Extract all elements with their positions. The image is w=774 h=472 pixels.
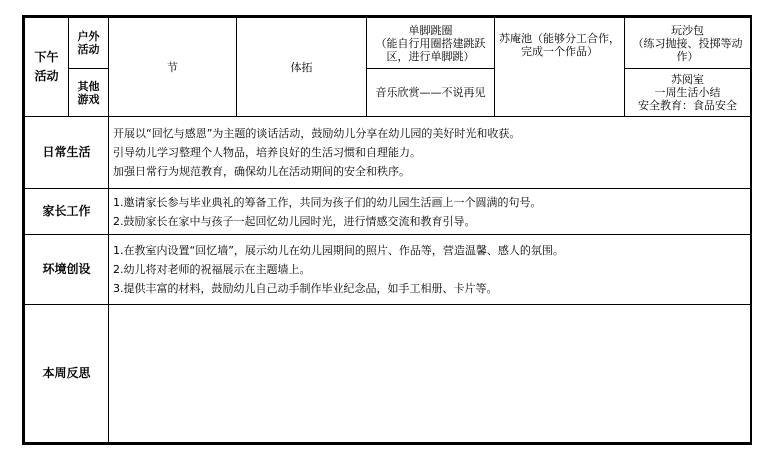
cell-art-corner — [495, 18, 625, 117]
list-item: 2.鼓励家长在家中与孩子一起回忆幼儿园时光，进行情感交流和教育引导。 — [113, 214, 476, 228]
friday-line-3: 安全教育：食品安全 — [638, 99, 737, 112]
cell-friday-other — [625, 69, 751, 117]
section-label-environment: 环境创设 — [25, 235, 109, 305]
list-item: 1.在教室内设置“回忆墙”，展示幼儿在幼儿园期间的照片、作品等，营造温馨、感人的氛围。 — [113, 244, 564, 257]
section-content-daily-life — [109, 117, 751, 189]
outdoor-label-line-2: 活动 — [77, 43, 100, 56]
afternoon-activity-label — [25, 18, 69, 117]
section-content-reflection[interactable] — [109, 305, 751, 443]
cell-jie: 节 — [109, 18, 237, 117]
outdoor-game-line-2: （能自行用圈搭建跳跃 — [375, 36, 486, 50]
outdoor-game-line-3: 区，进行单脚跳） — [386, 49, 475, 63]
section-content-parent-work — [109, 189, 751, 235]
friday-line-2: 一周生活小结 — [654, 86, 721, 99]
other-games-label — [69, 69, 109, 117]
sandbag-line-1: 玩沙包 — [671, 23, 704, 37]
section-label-reflection: 本周反思 — [25, 305, 109, 443]
section-label-parent-work: 家长工作 — [25, 189, 109, 235]
cell-music: 音乐欣赏——不说再见 — [367, 69, 495, 117]
list-item: 引导幼儿学习整理个人物品，培养良好的生活习惯和自理能力。 — [113, 146, 421, 159]
list-item: 1.邀请家长参与毕业典礼的筹备工作，共同为孩子们的幼儿园生活画上一个圆满的句号。 — [113, 195, 542, 209]
section-content-environment — [109, 235, 751, 305]
other-label-line-1: 其他 — [77, 79, 100, 93]
list-item: 加强日常行为规范教育，确保幼儿在活动期间的安全和秩序。 — [113, 165, 410, 178]
weekly-plan-table — [24, 17, 751, 443]
art-line-2: 完成一个作品） — [521, 45, 598, 58]
sandbag-line-2: （练习抛接、投掷等动 — [632, 36, 743, 50]
outdoor-game-line-1: 单脚跳圈 — [408, 23, 453, 37]
outdoor-label-line-1: 户外 — [77, 30, 100, 43]
section-label-daily-life: 日常生活 — [25, 117, 109, 189]
list-item: 开展以“回忆与感恩”为主题的谈话活动，鼓励幼儿分享在幼儿园的美好时光和收获。 — [113, 127, 521, 140]
friday-line-1: 苏阅室 — [671, 73, 704, 86]
sandbag-line-3: 作） — [676, 49, 699, 63]
art-line-1: 苏庵池（能够分工合作， — [499, 32, 620, 45]
afternoon-label-line-1: 下午 — [34, 50, 59, 64]
other-label-line-2: 游戏 — [77, 92, 100, 106]
cell-outdoor-game — [367, 18, 495, 69]
list-item: 2.幼儿将对老师的祝福展示在主题墙上。 — [113, 263, 311, 276]
afternoon-label-line-2: 活动 — [34, 69, 59, 83]
list-item: 3.提供丰富的材料，鼓励幼儿自己动手制作毕业纪念品，如手工相册、卡片等。 — [113, 282, 498, 295]
cell-tituo: 体拓 — [237, 18, 367, 117]
outdoor-activity-label — [69, 18, 109, 69]
cell-sandbag — [625, 18, 751, 69]
